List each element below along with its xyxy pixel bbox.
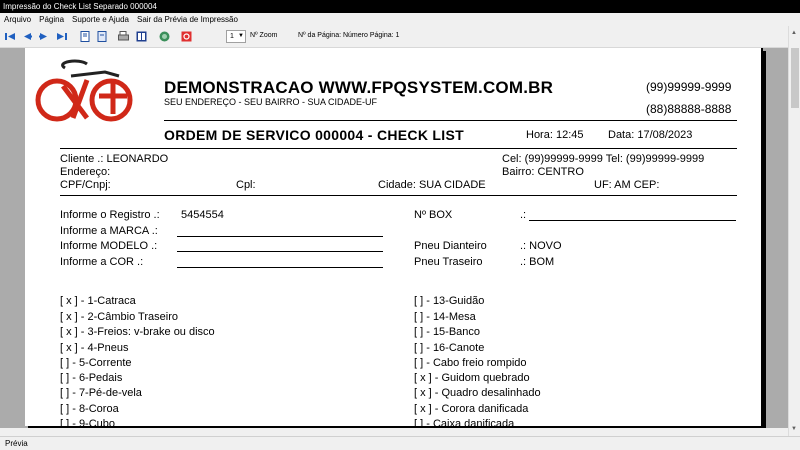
bairro: Bairro: CENTRO [502,166,584,178]
modelo-blank [177,251,383,252]
cor-blank [177,267,383,268]
report-page [25,48,763,426]
last-page-icon [56,32,67,41]
pneu-traseiro-label: Pneu Traseiro [414,256,483,268]
cpl: Cpl: [236,179,256,191]
preview-viewport[interactable] [0,48,788,428]
checklist-item: [ ] - 5-Corrente [60,357,132,369]
registro-value: 5454554 [181,209,224,221]
scroll-down-icon[interactable]: ▼ [791,426,797,432]
print-button[interactable] [117,30,130,43]
checklist-item: [ ] - 13-Guidão [414,295,485,307]
registro-label: Informe o Registro .: [60,209,160,221]
checklist-item: [ x ] - 2-Câmbio Traseiro [60,311,178,323]
marca-label: Informe a MARCA .: [60,225,158,237]
endereco: Endereço: [60,166,111,178]
print-setup-button[interactable] [135,30,148,43]
two-pages-button[interactable] [95,30,108,43]
window-title: Impressão do Check List Separado 000004 [0,0,800,13]
header-divider [164,120,737,121]
checklist-item: [ x ] - 4-Pneus [60,342,129,354]
marca-blank [177,236,383,237]
company-address: SEU ENDEREÇO - SEU BAIRRO - SUA CIDADE-UF [164,97,378,107]
first-page-icon [5,32,16,41]
data: Data: 17/08/2023 [608,129,693,141]
toolbar [0,26,800,48]
cel-tel: Cel: (99)99999-9999 Tel: (99)99999-9999 [502,153,705,165]
box-blank [529,220,736,221]
checklist-item: [ x ] - Quadro desalinhado [414,387,541,399]
checklist-item: [ ] - 6-Pedais [60,372,123,384]
phone-2: (88)88888-8888 [646,102,732,116]
prev-page-button[interactable] [20,30,33,43]
prev-page-icon [21,32,32,41]
menu-arquivo[interactable]: Arquivo [4,15,32,24]
scroll-up-icon[interactable]: ▲ [791,30,797,36]
box-label: Nº BOX [414,209,453,221]
box-separator: .: [520,209,527,221]
zoom-label: Nº Zoom [250,32,278,39]
menu-bar [0,13,800,26]
menu-suporte[interactable]: Suporte e Ajuda [72,15,129,24]
pneu-dianteiro-value: .: NOVO [520,240,562,252]
phone-1: (99)99999-9999 [646,80,732,94]
cor-label: Informe a COR .: [60,256,144,268]
status-bar: Prévia [0,436,800,450]
checklist-item: [ x ] - Guidom quebrado [414,372,530,384]
checklist-item: [ ] - Caixa danificada [414,418,515,428]
checklist-item: [ x ] - 3-Freios: v-brake ou disco [60,326,215,338]
pneu-dianteiro-label: Pneu Dianteiro [414,240,487,252]
pneu-traseiro-value: .: BOM [520,256,555,268]
cidade: Cidade: SUA CIDADE [378,179,486,191]
hora: Hora: 12:45 [526,129,584,141]
modelo-label: Informe MODELO .: [60,240,158,252]
first-page-button[interactable] [4,30,17,43]
os-title: ORDEM DE SERVICO 000004 - CHECK LIST [164,127,464,143]
export-button[interactable] [158,30,171,43]
globe-icon [159,31,170,42]
last-page-button[interactable] [55,30,68,43]
zoom-value: 1 [230,33,234,40]
zoom-select[interactable] [226,30,246,43]
page-number-label: Nº da Página: Número Página: 1 [298,32,400,39]
checklist-item: [ ] - 14-Mesa [414,311,476,323]
company-logo [35,56,137,128]
close-preview-button[interactable] [180,30,193,43]
company-name: DEMONSTRACAO WWW.FPQSYSTEM.COM.BR [164,78,554,97]
checklist-item: [ ] - 15-Banco [414,326,481,338]
next-page-button[interactable] [38,30,51,43]
menu-sair-previa[interactable]: Sair da Prévia de Impressão [136,15,238,24]
grid-icon [136,31,147,42]
checklist-item: [ ] - 8-Coroa [60,403,119,415]
pages-icon [97,31,107,42]
uf-cep: UF: AM CEP: [594,179,660,191]
client-divider [60,195,737,196]
checklist-item: [ ] - Cabo freio rompido [414,357,527,369]
next-page-icon [39,32,50,41]
single-page-button[interactable] [78,30,91,43]
menu-pagina[interactable]: Página [39,15,65,24]
checklist-item: [ ] - 16-Canote [414,342,485,354]
cliente: Cliente .: LEONARDO [60,153,169,165]
cpf-cnpj: CPF/Cnpj: [60,179,111,191]
close-icon [181,31,192,42]
vertical-scrollbar[interactable] [788,26,800,436]
scroll-thumb[interactable] [791,48,799,108]
chevron-down-icon: ▼ [238,33,244,39]
page-icon [80,31,90,42]
title-divider [60,148,737,149]
printer-icon [118,31,129,42]
checklist-item: [ x ] - Corora danificada [414,403,529,415]
checklist-item: [ x ] - 1-Catraca [60,295,136,307]
checklist-item: [ ] - 7-Pé-de-vela [60,387,142,399]
checklist-item: [ ] - 9-Cubo [60,418,116,428]
